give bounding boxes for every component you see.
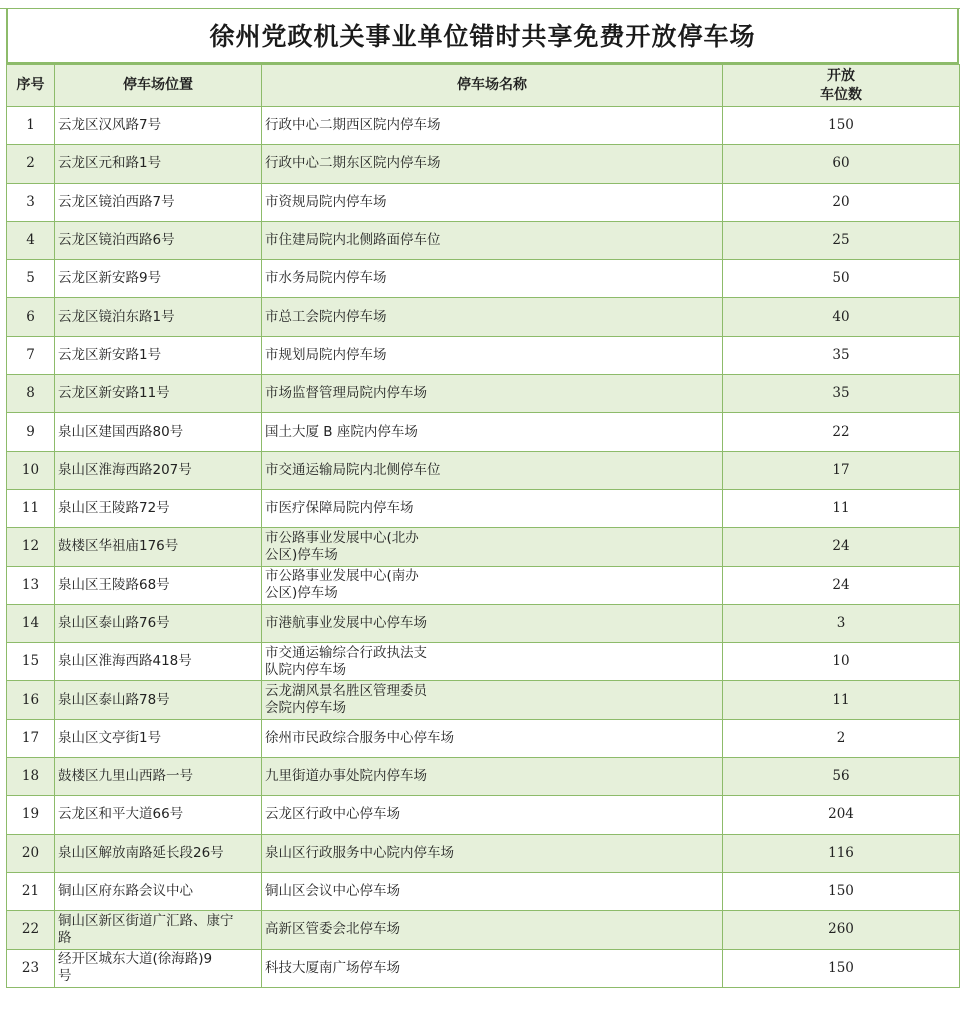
row-location-text: 云龙区镜泊东路1号: [58, 308, 175, 325]
row-parking-name-text: 行政中心二期西区院内停车场: [265, 117, 441, 134]
header-no: 序号: [7, 65, 55, 107]
row-number: [7, 260, 55, 298]
row-parking-name: [262, 643, 723, 681]
row-location-text: 铜山区新区街道广汇路、康宁 路: [58, 912, 234, 946]
row-number-text: 8: [26, 385, 35, 402]
row-number-text: 3: [26, 193, 35, 210]
row-parking-name-text: 市交通运输局院内北侧停车位: [265, 461, 441, 478]
row-number-text: 21: [21, 883, 40, 900]
row-parking-name: [262, 834, 723, 872]
row-location-text: 铜山区府东路会议中心: [58, 883, 193, 900]
row-parking-name-text: 铜山区会议中心停车场: [265, 883, 400, 900]
row-parking-name-text: 市交通运输综合行政执法支 队院内停车场: [265, 644, 427, 678]
row-location: [55, 145, 262, 183]
row-parking-name: [262, 221, 723, 259]
table-header-row: [7, 65, 960, 107]
row-number: [7, 336, 55, 374]
row-location: [55, 375, 262, 413]
header-count: [723, 65, 960, 107]
row-location: [55, 528, 262, 566]
row-parking-name-text: 云龙区行政中心停车场: [265, 806, 400, 823]
row-location: [55, 604, 262, 642]
table-row: [7, 221, 960, 259]
row-parking-name: [262, 604, 723, 642]
table-row: [7, 911, 960, 949]
row-number-text: 6: [26, 308, 35, 325]
row-parking-name-text: 市场监督管理局院内停车场: [265, 385, 427, 402]
row-location: [55, 183, 262, 221]
row-space-count: [723, 796, 960, 834]
row-location: [55, 758, 262, 796]
row-location: [55, 796, 262, 834]
row-space-count-text: 204: [828, 806, 854, 823]
row-space-count: [723, 145, 960, 183]
row-location: [55, 643, 262, 681]
row-space-count-text: 11: [832, 500, 850, 517]
row-number: [7, 413, 55, 451]
row-parking-name: [262, 758, 723, 796]
row-number: [7, 949, 55, 987]
row-space-count: [723, 528, 960, 566]
header-name: 停车场名称: [262, 65, 723, 107]
row-parking-name: [262, 872, 723, 910]
row-number: [7, 719, 55, 757]
row-number: [7, 107, 55, 145]
row-space-count-text: 24: [832, 538, 850, 555]
row-space-count-text: 20: [832, 193, 850, 210]
row-parking-name: [262, 336, 723, 374]
row-space-count-text: 150: [828, 883, 854, 900]
row-parking-name: [262, 681, 723, 719]
row-number-text: 2: [26, 155, 35, 172]
table-row: [7, 528, 960, 566]
table-row: [7, 834, 960, 872]
row-number-text: 5: [26, 270, 35, 287]
table-row: [7, 260, 960, 298]
row-parking-name-text: 市公路事业发展中心(南办 公区)停车场: [265, 568, 419, 602]
table-row: [7, 336, 960, 374]
row-location-text: 云龙区汉风路7号: [58, 117, 162, 134]
title-banner: [6, 8, 959, 64]
row-parking-name-text: 市住建局院内北侧路面停车位: [265, 232, 441, 249]
row-parking-name-text: 市医疗保障局院内停车场: [265, 500, 414, 517]
row-space-count-text: 150: [828, 117, 854, 134]
table-row: [7, 758, 960, 796]
row-space-count-text: 25: [832, 232, 850, 249]
table-row: [7, 145, 960, 183]
row-location-text: 鼓楼区华祖庙176号: [58, 538, 179, 555]
row-space-count-text: 116: [828, 844, 854, 861]
row-parking-name: [262, 949, 723, 987]
table-row: [7, 183, 960, 221]
row-parking-name-text: 徐州市民政综合服务中心停车场: [265, 729, 454, 746]
row-space-count: [723, 221, 960, 259]
row-parking-name-text: 泉山区行政服务中心院内停车场: [265, 844, 454, 861]
row-space-count-text: 17: [832, 461, 850, 478]
row-location: [55, 260, 262, 298]
row-parking-name-text: 国土大厦 B 座院内停车场: [265, 423, 418, 440]
row-number: [7, 643, 55, 681]
row-location: [55, 107, 262, 145]
row-location-text: 泉山区建国西路80号: [58, 423, 184, 440]
row-space-count: [723, 911, 960, 949]
row-space-count: [723, 336, 960, 374]
row-number: [7, 183, 55, 221]
row-number-text: 22: [21, 921, 40, 938]
row-location: [55, 413, 262, 451]
row-space-count-text: 50: [832, 270, 850, 287]
row-number: [7, 298, 55, 336]
row-number: [7, 489, 55, 527]
row-parking-name: [262, 489, 723, 527]
row-number: [7, 451, 55, 489]
row-parking-name-text: 科技大厦南广场停车场: [265, 959, 400, 976]
table-body: [7, 107, 960, 988]
row-number-text: 9: [26, 423, 35, 440]
row-location-text: 泉山区解放南路延长段26号: [58, 844, 224, 861]
row-location: [55, 911, 262, 949]
row-location-text: 泉山区淮海西路207号: [58, 461, 192, 478]
row-space-count: [723, 413, 960, 451]
row-space-count: [723, 681, 960, 719]
row-space-count: [723, 489, 960, 527]
table-row: [7, 298, 960, 336]
row-space-count: [723, 834, 960, 872]
header-count-text: 开放 车位数: [820, 67, 862, 103]
table-row: [7, 796, 960, 834]
row-space-count: [723, 949, 960, 987]
table-row: [7, 681, 960, 719]
row-parking-name: [262, 107, 723, 145]
row-number: [7, 796, 55, 834]
row-number-text: 12: [21, 538, 40, 555]
row-number: [7, 375, 55, 413]
row-location: [55, 451, 262, 489]
row-parking-name-text: 市港航事业发展中心停车场: [265, 615, 427, 631]
row-parking-name-text: 云龙湖风景名胜区管理委员 会院内停车场: [265, 683, 427, 717]
row-parking-name-text: 市总工会院内停车场: [265, 308, 387, 325]
table-row: [7, 107, 960, 145]
row-space-count-text: 3: [836, 615, 846, 631]
parking-table: [6, 64, 960, 988]
row-location: [55, 298, 262, 336]
table-row: [7, 489, 960, 527]
row-number-text: 19: [21, 806, 40, 823]
table-row: [7, 872, 960, 910]
row-space-count: [723, 183, 960, 221]
row-number-text: 1: [26, 117, 35, 134]
row-number: [7, 145, 55, 183]
row-space-count-text: 260: [828, 921, 854, 938]
row-space-count-text: 35: [832, 385, 850, 402]
row-number-text: 13: [21, 576, 40, 593]
table-row: [7, 413, 960, 451]
row-location-text: 云龙区元和路1号: [58, 155, 162, 172]
row-number-text: 23: [21, 959, 40, 976]
row-location: [55, 221, 262, 259]
row-parking-name: [262, 566, 723, 604]
row-location: [55, 719, 262, 757]
row-number-text: 20: [21, 844, 40, 861]
row-location-text: 云龙区和平大道66号: [58, 806, 184, 823]
row-space-count-text: 2: [836, 729, 846, 746]
row-number-text: 15: [21, 653, 40, 670]
row-parking-name-text: 市资规局院内停车场: [265, 193, 387, 210]
row-location: [55, 949, 262, 987]
row-space-count: [723, 604, 960, 642]
row-number-text: 14: [21, 615, 40, 631]
row-space-count: [723, 643, 960, 681]
document-title: 徐州党政机关事业单位错时共享免费开放停车场: [209, 22, 756, 51]
row-number: [7, 681, 55, 719]
table-row: [7, 643, 960, 681]
row-parking-name: [262, 298, 723, 336]
row-location-text: 泉山区泰山路78号: [58, 691, 170, 708]
row-location: [55, 834, 262, 872]
row-location-text: 鼓楼区九里山西路一号: [58, 768, 193, 785]
row-parking-name: [262, 413, 723, 451]
row-parking-name: [262, 375, 723, 413]
row-parking-name-text: 市水务局院内停车场: [265, 270, 387, 287]
row-number: [7, 834, 55, 872]
row-number-text: 18: [21, 768, 40, 785]
row-space-count: [723, 451, 960, 489]
row-space-count-text: 40: [832, 308, 850, 325]
row-parking-name: [262, 528, 723, 566]
row-parking-name: [262, 260, 723, 298]
row-parking-name: [262, 911, 723, 949]
row-space-count-text: 22: [832, 423, 850, 440]
row-space-count: [723, 260, 960, 298]
row-space-count: [723, 719, 960, 757]
row-space-count-text: 150: [828, 959, 854, 976]
row-parking-name: [262, 451, 723, 489]
row-location-text: 云龙区镜泊西路6号: [58, 232, 175, 249]
row-parking-name-text: 九里街道办事处院内停车场: [265, 768, 427, 785]
table-row: [7, 451, 960, 489]
row-location: [55, 872, 262, 910]
row-location: [55, 489, 262, 527]
row-parking-name-text: 高新区管委会北停车场: [265, 921, 400, 938]
row-number-text: 11: [21, 500, 40, 517]
row-space-count: [723, 566, 960, 604]
row-space-count: [723, 758, 960, 796]
row-location-text: 泉山区淮海西路418号: [58, 653, 192, 670]
row-parking-name: [262, 183, 723, 221]
row-location-text: 云龙区镜泊西路7号: [58, 193, 175, 210]
row-location-text: 泉山区王陵路68号: [58, 576, 170, 593]
row-space-count: [723, 872, 960, 910]
row-number-text: 10: [21, 461, 40, 478]
row-parking-name: [262, 719, 723, 757]
row-number: [7, 758, 55, 796]
row-number: [7, 604, 55, 642]
row-location-text: 泉山区文亭街1号: [58, 729, 162, 746]
row-number-text: 16: [21, 691, 40, 708]
row-parking-name: [262, 796, 723, 834]
row-parking-name-text: 行政中心二期东区院内停车场: [265, 155, 441, 172]
row-space-count: [723, 298, 960, 336]
row-space-count-text: 60: [832, 155, 850, 172]
row-location-text: 云龙区新安路9号: [58, 270, 162, 287]
row-number: [7, 528, 55, 566]
row-parking-name-text: 市规划局院内停车场: [265, 346, 387, 363]
header-location: 停车场位置: [55, 65, 262, 107]
row-space-count-text: 24: [832, 576, 850, 593]
row-space-count-text: 11: [832, 691, 850, 708]
row-location-text: 云龙区新安路1号: [58, 346, 162, 363]
row-space-count-text: 10: [832, 653, 850, 670]
row-number-text: 7: [26, 346, 35, 363]
row-parking-name-text: 市公路事业发展中心(北办 公区)停车场: [265, 529, 419, 563]
table-row: [7, 566, 960, 604]
row-location-text: 云龙区新安路11号: [58, 385, 170, 402]
row-space-count-text: 35: [832, 346, 850, 363]
row-space-count: [723, 107, 960, 145]
row-location: [55, 336, 262, 374]
row-parking-name: [262, 145, 723, 183]
row-number: [7, 221, 55, 259]
row-location-text: 泉山区王陵路72号: [58, 500, 170, 517]
table-row: [7, 949, 960, 987]
row-number: [7, 566, 55, 604]
row-location-text: 经开区城东大道(徐海路)9 号: [58, 951, 213, 985]
row-number: [7, 911, 55, 949]
row-location-text: 泉山区泰山路76号: [58, 615, 170, 631]
row-number: [7, 872, 55, 910]
table-row: [7, 375, 960, 413]
table-row: [7, 719, 960, 757]
row-location: [55, 566, 262, 604]
row-location: [55, 681, 262, 719]
row-space-count: [723, 375, 960, 413]
table-row: [7, 604, 960, 642]
row-number-text: 17: [21, 729, 40, 746]
row-number-text: 4: [26, 232, 35, 249]
row-space-count-text: 56: [832, 768, 850, 785]
